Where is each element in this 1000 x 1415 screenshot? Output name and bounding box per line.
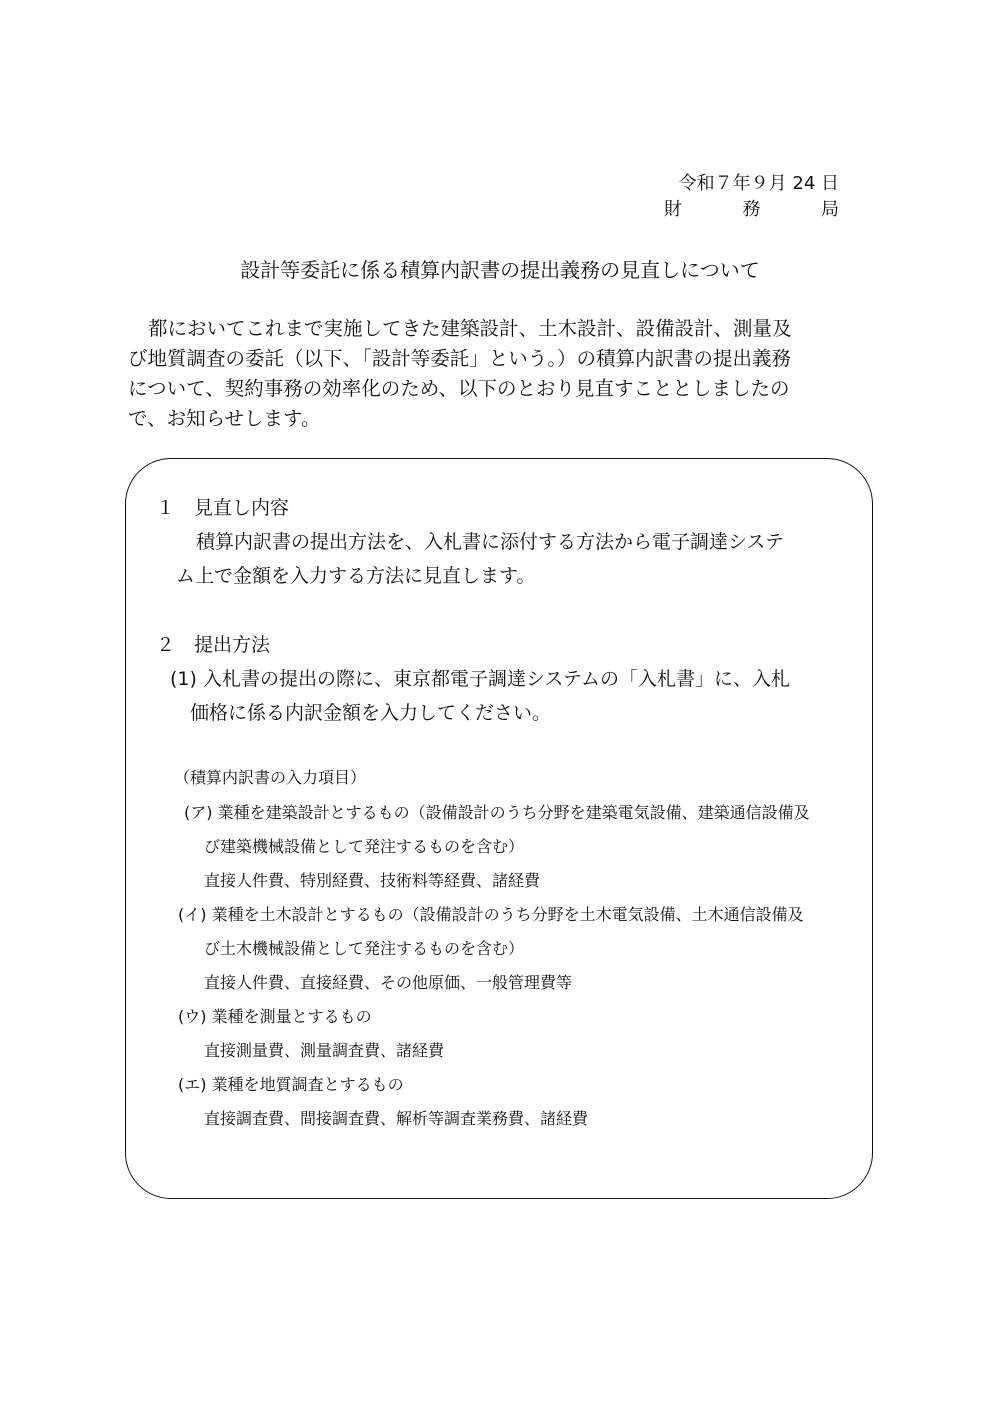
department-char-2: 務 [742, 199, 761, 220]
input-item-i-line: (イ) 業種を土木設計とするもの（設備設計のうち分野を土木電気設備、土木通信設備及 [178, 905, 804, 924]
document-title: 設計等委託に係る積算内訳書の提出義務の見直しについて [240, 258, 760, 282]
issuing-department [664, 198, 839, 222]
section-1-text-line: 積算内訳書の提出方法を、入札書に添付する方法から電子調達システ [196, 531, 785, 553]
department-char-1: 財 [664, 199, 682, 220]
section-1-heading: １ 見直し内容 [156, 497, 290, 519]
input-item-i-line: び土木機械設備として発注するものを含む） [204, 939, 525, 958]
intro-line: 都においてこれまで実施してきた建築設計、土木設計、設備設計、測量及 [148, 317, 792, 340]
section-2-item-1-line: (1) 入札書の提出の際に、東京都電子調達システムの「入札書」に、入札 [170, 668, 791, 690]
section-2-item-1-line: 価格に係る内訳金額を入力してください。 [190, 702, 552, 724]
input-item-e-detail: 直接調査費、間接調査費、解析等調査業務費、諸経費 [204, 1109, 589, 1128]
input-item-u-line: (ウ) 業種を測量とするもの [178, 1007, 372, 1026]
input-item-a-detail: 直接人件費、特別経費、技術料等経費、諸経費 [204, 871, 541, 890]
intro-line: び地質調査の委託（以下、「設計等委託」という。）の積算内訳書の提出義務 [128, 347, 792, 370]
intro-line: について、契約事務の効率化のため、以下のとおり見直すこととしましたの [128, 377, 790, 400]
input-item-a-line: (ア) 業種を建築設計とするもの（設備設計のうち分野を建築電気設備、建築通信設備及 [184, 803, 810, 822]
input-item-a-line: び建築機械設備として発注するものを含む） [204, 837, 525, 856]
input-items-heading: （積算内訳書の入力項目） [174, 768, 367, 787]
document-date: 令和７年９月 24 日 [678, 173, 839, 194]
input-item-i-detail: 直接人件費、直接経費、その他原価、一般管理費等 [204, 973, 573, 992]
input-item-e-line: (エ) 業種を地質調査とするもの [178, 1075, 404, 1094]
section-1-text-line: ム上で金額を入力する方法に見直します。 [176, 565, 536, 587]
intro-paragraph [128, 314, 850, 434]
input-item-u-detail: 直接測量費、測量調査費、諸経費 [204, 1041, 445, 1060]
section-2-heading: ２ 提出方法 [156, 634, 271, 656]
department-char-3: 局 [821, 199, 839, 220]
intro-line: で、お知らせします。 [128, 407, 321, 430]
